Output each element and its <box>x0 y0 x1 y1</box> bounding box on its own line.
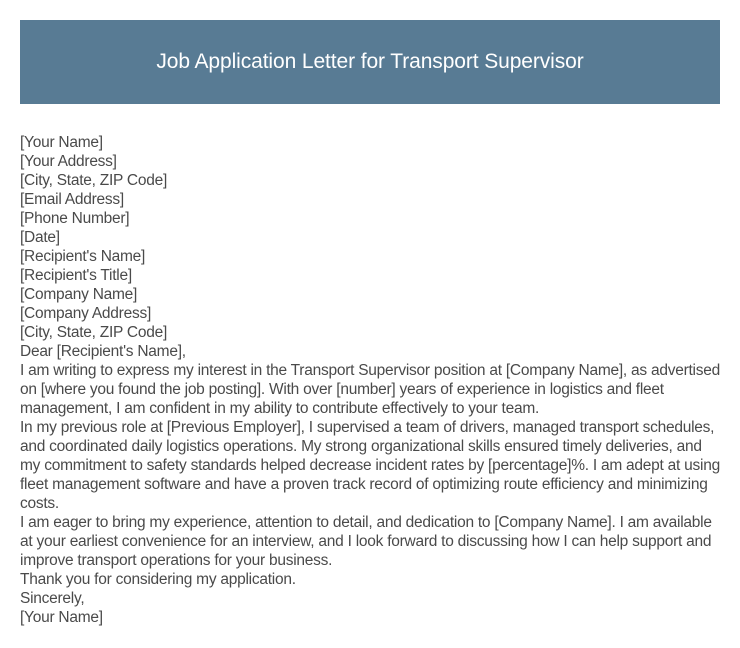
letter-date: [Date] <box>20 229 60 246</box>
closing: Sincerely, <box>20 590 85 607</box>
recipient-company: [Company Name] <box>20 286 138 303</box>
recipient-company-address: [Company Address] <box>20 305 152 322</box>
page-header <box>20 20 720 104</box>
sender-email: [Email Address] <box>20 191 124 208</box>
paragraph-thanks: Thank you for considering my application. <box>20 571 296 588</box>
recipient-city-state-zip: [City, State, ZIP Code] <box>20 324 168 341</box>
paragraph-experience: In my previous role at [Previous Employer], I supervised a team of drivers, managed transport schedules, and coordinated daily logistics operations. My strong organizational skills ensured timely deliveries, and my commitment to safety standards helped decrease incident rates by [percentage]%. I am adept at using fleet management software and have a proven track record of optimizing route efficiency and minimizing costs. <box>20 419 720 512</box>
paragraph-intro: I am writing to express my interest in the Transport Supervisor position at [Company Name], as advertised on [where you found the job posting]. With over [number] years of experience in logistics and fleet management, I am confident in my ability to contribute effectively to your team. <box>20 362 720 417</box>
letter-body <box>20 133 720 627</box>
sender-address: [Your Address] <box>20 153 117 170</box>
recipient-title: [Recipient's Title] <box>20 267 132 284</box>
sender-phone: [Phone Number] <box>20 210 130 227</box>
paragraph-interest: I am eager to bring my experience, attention to detail, and dedication to [Company Name]. I am available at your earliest convenience for an interview, and I look forward to discussing how I can help support and improve transport operations for your business. <box>20 514 712 569</box>
salutation: Dear [Recipient's Name], <box>20 343 186 360</box>
sender-city-state-zip: [City, State, ZIP Code] <box>20 172 168 189</box>
signature: [Your Name] <box>20 609 103 626</box>
recipient-name: [Recipient's Name] <box>20 248 146 265</box>
page-title: Job Application Letter for Transport Supervisor <box>156 50 584 73</box>
sender-name: [Your Name] <box>20 134 103 151</box>
